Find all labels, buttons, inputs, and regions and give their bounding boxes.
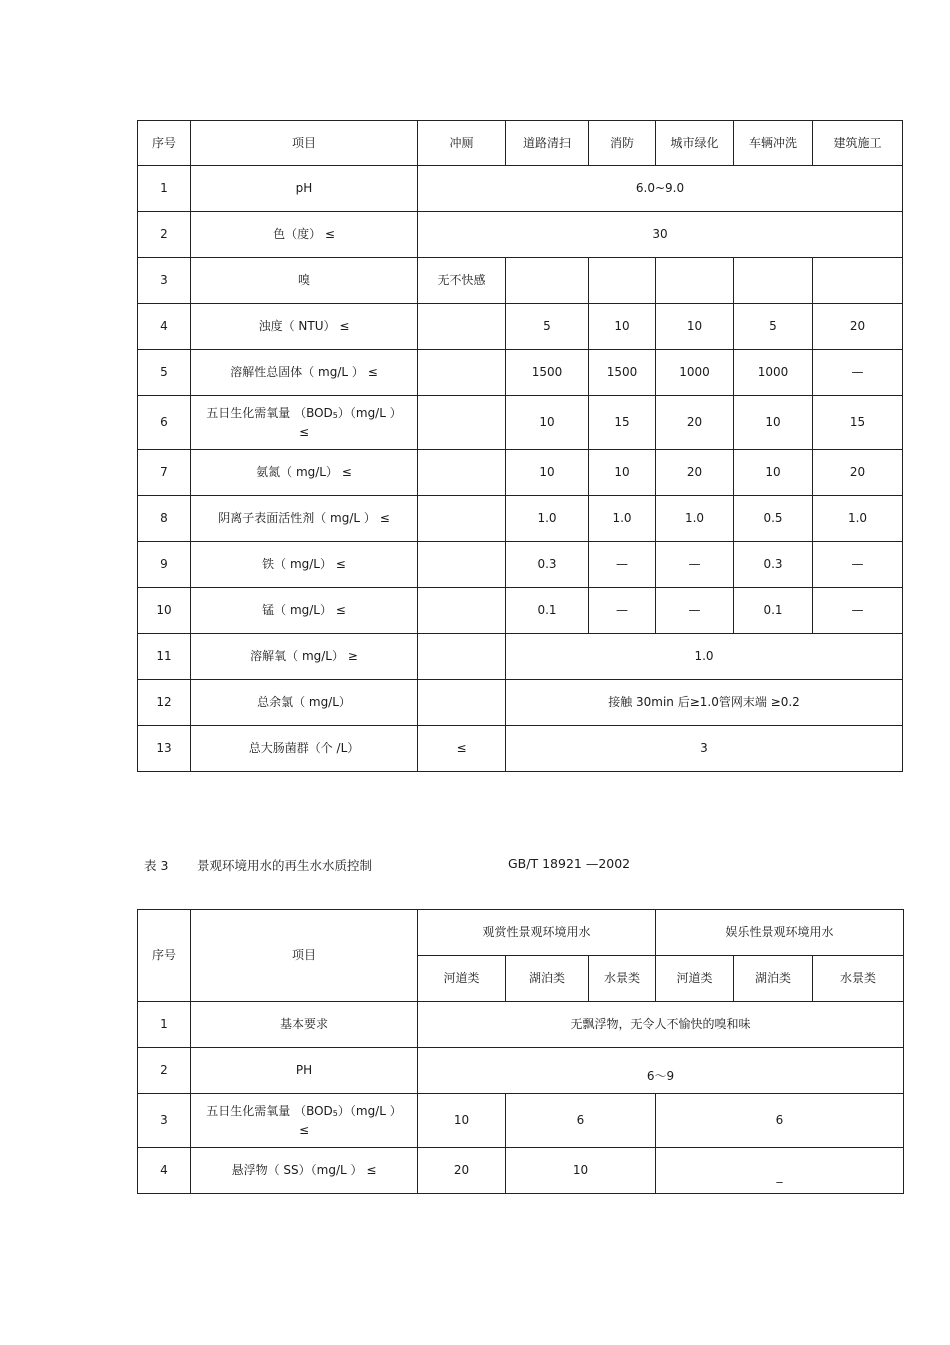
value-cell <box>589 258 656 304</box>
item-cell: 总大肠菌群（个 /L） <box>191 726 418 772</box>
table-row <box>138 726 903 772</box>
value-cell: 1500 <box>589 350 656 396</box>
value-cell <box>656 258 734 304</box>
merged-value-cell: 6 <box>506 1094 656 1148</box>
value-cell <box>418 396 506 450</box>
row-number: 9 <box>138 542 191 588</box>
value-cell: 1000 <box>656 350 734 396</box>
value-cell: 0.5 <box>734 496 813 542</box>
value-cell <box>734 258 813 304</box>
value-cell: 0.1 <box>506 588 589 634</box>
water-quality-table-urban-reuse <box>137 120 903 772</box>
merged-value-cell: 10 <box>506 1148 656 1194</box>
value-cell: — <box>656 542 734 588</box>
value-cell: 1.0 <box>506 496 589 542</box>
table-header-row <box>138 910 904 956</box>
value-cell: 1500 <box>506 350 589 396</box>
value-cell: 20 <box>418 1148 506 1194</box>
value-cell: — <box>813 588 903 634</box>
value-cell: — <box>589 542 656 588</box>
item-text: ）（mg/L ） <box>337 1103 402 1118</box>
item-cell: 总余氯（ mg/L） <box>191 680 418 726</box>
row-number: 2 <box>138 212 191 258</box>
row-number: 3 <box>138 258 191 304</box>
merged-value-cell: 6～9 <box>418 1048 904 1094</box>
value-cell: 20 <box>656 396 734 450</box>
item-cell <box>191 396 418 450</box>
item-text: 五日生化需氧量 （BOD <box>206 1103 333 1118</box>
table-row <box>138 350 903 396</box>
row-number: 2 <box>138 1048 191 1094</box>
item-text: ）（mg/L ） <box>337 405 402 420</box>
value-cell: 1.0 <box>589 496 656 542</box>
item-cell: 悬浮物（ SS）（mg/L ） ≤ <box>191 1148 418 1194</box>
merged-value-cell: 无飘浮物，无令人不愉快的嗅和味 <box>418 1002 904 1048</box>
value-cell: 15 <box>813 396 903 450</box>
value-cell <box>418 588 506 634</box>
value-cell: 0.3 <box>734 542 813 588</box>
table-row <box>138 680 903 726</box>
value-cell: — <box>656 588 734 634</box>
item-cell: 锰（ mg/L） ≤ <box>191 588 418 634</box>
value-cell: 20 <box>656 450 734 496</box>
header-cell: 道路清扫 <box>506 121 589 166</box>
header-cell: 序号 <box>138 910 191 1002</box>
subscript: 5 <box>332 410 338 420</box>
row-number: 6 <box>138 396 191 450</box>
value-cell: 10 <box>506 450 589 496</box>
value-cell: 20 <box>813 304 903 350</box>
merged-value-cell: 6.0~9.0 <box>418 166 903 212</box>
header-cell: 消防 <box>589 121 656 166</box>
value-cell: 10 <box>734 396 813 450</box>
value-cell: 15 <box>589 396 656 450</box>
value-cell: 10 <box>656 304 734 350</box>
row-number: 7 <box>138 450 191 496</box>
row-number: 1 <box>138 1002 191 1048</box>
header-cell: 建筑施工 <box>813 121 903 166</box>
table-row <box>138 496 903 542</box>
caption-title: 景观环境用水的再生水水质控制 <box>197 858 373 873</box>
value-cell <box>418 542 506 588</box>
value-cell: 1.0 <box>656 496 734 542</box>
item-cell <box>191 1094 418 1148</box>
value-cell <box>418 350 506 396</box>
row-number: 10 <box>138 588 191 634</box>
value-cell: 10 <box>734 450 813 496</box>
value-cell: 0.1 <box>734 588 813 634</box>
item-cell: 氨氮（ mg/L） ≤ <box>191 450 418 496</box>
value-cell: 5 <box>734 304 813 350</box>
value-cell: 无不快感 <box>418 258 506 304</box>
merged-value-cell: 30 <box>418 212 903 258</box>
header-cell: 项目 <box>191 910 418 1002</box>
table-row <box>138 166 903 212</box>
subheader-cell: 河道类 <box>656 956 734 1002</box>
value-cell: ≤ <box>418 726 506 772</box>
table-row <box>138 450 903 496</box>
item-cell: 基本要求 <box>191 1002 418 1048</box>
header-cell: 车辆冲洗 <box>734 121 813 166</box>
item-cell: 浊度（ NTU） ≤ <box>191 304 418 350</box>
value-cell: 10 <box>589 304 656 350</box>
value-cell: 10 <box>418 1094 506 1148</box>
value-cell: 5 <box>506 304 589 350</box>
subheader-cell: 河道类 <box>418 956 506 1002</box>
item-cell: 色（度） ≤ <box>191 212 418 258</box>
group-header-cell: 观赏性景观环境用水 <box>418 910 656 956</box>
item-cell: 嗅 <box>191 258 418 304</box>
value-cell: 1.0 <box>813 496 903 542</box>
item-cell: pH <box>191 166 418 212</box>
header-cell: 序号 <box>138 121 191 166</box>
value-cell: — <box>813 542 903 588</box>
item-cell: PH <box>191 1048 418 1094</box>
value-cell: — <box>813 350 903 396</box>
value-cell <box>506 258 589 304</box>
item-cell: 铁（ mg/L） ≤ <box>191 542 418 588</box>
item-text: 五日生化需氧量 （BOD <box>206 405 333 420</box>
value-cell: — <box>589 588 656 634</box>
table-row <box>138 634 903 680</box>
row-number: 13 <box>138 726 191 772</box>
row-number: 11 <box>138 634 191 680</box>
merged-value-cell: 1.0 <box>506 634 903 680</box>
table-row <box>138 588 903 634</box>
table-header-row <box>138 121 903 166</box>
value-cell <box>418 304 506 350</box>
header-cell: 项目 <box>191 121 418 166</box>
item-cell: 溶解氧（ mg/L） ≥ <box>191 634 418 680</box>
table-row <box>138 258 903 304</box>
table-row <box>138 212 903 258</box>
water-quality-table-landscape <box>137 909 904 1194</box>
item-cell: 溶解性总固体（ mg/L ） ≤ <box>191 350 418 396</box>
table-row <box>138 304 903 350</box>
row-number: 5 <box>138 350 191 396</box>
merged-value-cell: 6 <box>656 1094 904 1148</box>
table-caption <box>0 856 950 874</box>
header-cell: 城市绿化 <box>656 121 734 166</box>
value-cell <box>418 680 506 726</box>
value-cell: 1000 <box>734 350 813 396</box>
row-number: 12 <box>138 680 191 726</box>
value-cell <box>813 258 903 304</box>
table-row <box>138 1048 904 1094</box>
table-row <box>138 1148 904 1194</box>
group-header-cell: 娱乐性景观环境用水 <box>656 910 904 956</box>
table-row <box>138 1094 904 1148</box>
table-row <box>138 396 903 450</box>
merged-value-cell: 接触 30min 后≥1.0管网末端 ≥0.2 <box>506 680 903 726</box>
row-number: 4 <box>138 304 191 350</box>
merged-value-cell: 3 <box>506 726 903 772</box>
subscript: 5 <box>332 1108 338 1118</box>
table-row <box>138 1002 904 1048</box>
value-cell <box>418 496 506 542</box>
value-cell <box>418 634 506 680</box>
row-number: 1 <box>138 166 191 212</box>
caption-standard: GB/T 18921 —2002 <box>508 856 631 871</box>
value-cell: 10 <box>506 396 589 450</box>
item-cell: 阴离子表面活性剂（ mg/L ） ≤ <box>191 496 418 542</box>
value-cell <box>418 450 506 496</box>
row-number: 8 <box>138 496 191 542</box>
merged-value-cell: _ <box>656 1148 904 1194</box>
subheader-cell: 湖泊类 <box>734 956 813 1002</box>
value-cell: 0.3 <box>506 542 589 588</box>
caption-label: 表 3 <box>144 858 169 873</box>
row-number: 3 <box>138 1094 191 1148</box>
header-cell: 冲厕 <box>418 121 506 166</box>
value-cell: 20 <box>813 450 903 496</box>
subheader-cell: 水景类 <box>589 956 656 1002</box>
item-text: ≤ <box>298 1122 310 1137</box>
value-cell: 10 <box>589 450 656 496</box>
item-text: ≤ <box>298 424 310 439</box>
table-row <box>138 542 903 588</box>
row-number: 4 <box>138 1148 191 1194</box>
subheader-cell: 水景类 <box>813 956 904 1002</box>
subheader-cell: 湖泊类 <box>506 956 589 1002</box>
